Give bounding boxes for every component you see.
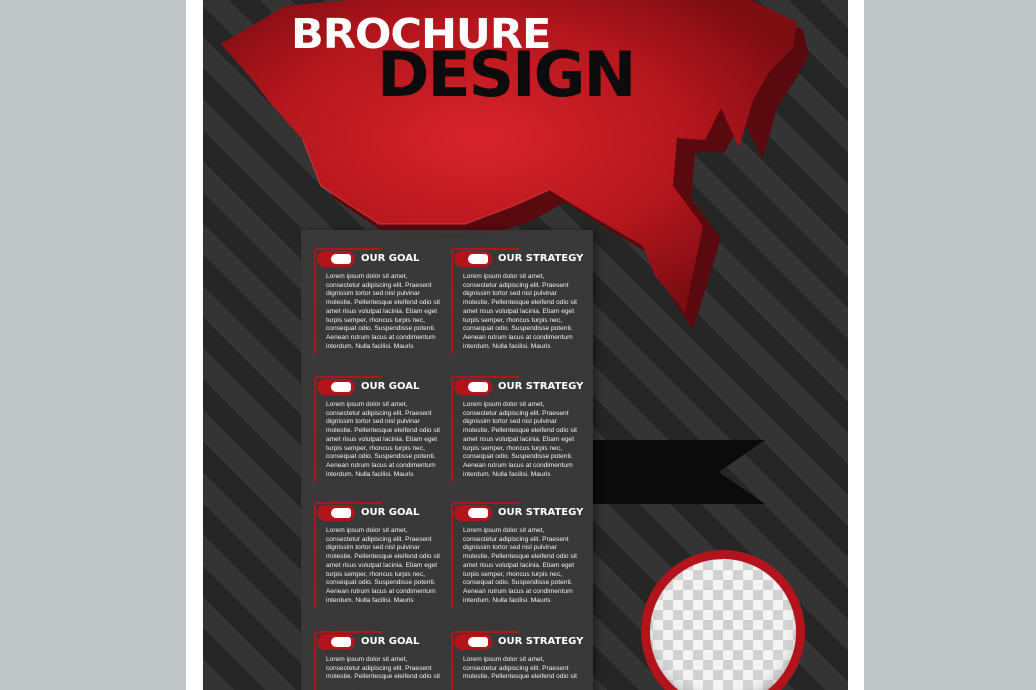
teardrop-bullet-icon xyxy=(454,251,492,267)
card-text-line: turpis semper, rhoncus turpis nec, xyxy=(326,570,425,578)
teardrop-bullet-icon xyxy=(317,634,355,650)
card-body-text xyxy=(326,527,452,605)
teardrop-bullet-icon xyxy=(317,379,355,395)
card-text-line: turpis semper, rhoncus turpis nec, xyxy=(463,444,562,452)
card-heading: OUR GOAL xyxy=(361,636,420,647)
card-text-line: amet risus volutpat lacinia. Etiam eget xyxy=(326,561,438,569)
card-text-line: consectetur adipiscing elit. Praesent xyxy=(326,409,432,417)
card-text-line: amet risus volutpat lacinia. Etiam eget xyxy=(463,561,575,569)
card-heading: OUR STRATEGY xyxy=(498,636,584,647)
card-text-line: molestie. Pellentesque eleifend odio sit xyxy=(463,299,577,307)
card-text-line: Lorem ipsum dolor sit amet, xyxy=(326,273,408,280)
card-text-line: Aenean rutrum lacus at condimentum xyxy=(463,333,573,341)
card-text-line: molestie. Pellentesque eleifend odio sit xyxy=(326,427,440,435)
card-text-line: consectetur adipiscing elit. Praesent xyxy=(463,281,569,289)
card-text-line: Aenean rutrum lacus at condimentum xyxy=(326,461,436,469)
card-text-line: consectetur adipiscing elit. Praesent xyxy=(326,535,432,543)
info-card xyxy=(314,631,444,690)
info-card xyxy=(314,376,444,484)
card-text-line: turpis semper, rhoncus turpis nec, xyxy=(463,570,562,578)
card-text-line: Lorem ipsum dolor sit amet, xyxy=(463,527,545,534)
card-text-line: dignissim tortor sed nisl pulvinar xyxy=(463,418,557,426)
card-text-line: Lorem ipsum dolor sit amet, xyxy=(463,273,545,280)
brochure-poster xyxy=(203,0,848,690)
card-text-line: interdum. Nulla facilisi. Mauris xyxy=(326,596,414,604)
card-text-line: dignissim tortor sed nisl pulvinar xyxy=(326,544,420,552)
card-text-line: dignissim tortor sed nisl pulvinar xyxy=(463,544,557,552)
card-body-text xyxy=(463,656,589,682)
card-text-line: consequat odio. Suspendisse potenti. xyxy=(463,453,573,461)
teardrop-bullet-icon xyxy=(317,505,355,521)
card-text-line: molestie. Pellentesque eleifend odio sit xyxy=(326,299,440,307)
card-text-line: interdum. Nulla facilisi. Mauris xyxy=(326,470,414,478)
info-card xyxy=(451,631,584,690)
card-body-text xyxy=(326,273,452,351)
card-text-line: molestie. Pellentesque eleifend odio sit xyxy=(463,427,577,435)
teardrop-bullet-icon xyxy=(454,379,492,395)
teardrop-bullet-icon xyxy=(454,634,492,650)
title-brochure: BROCHURE xyxy=(291,10,551,58)
card-heading: OUR STRATEGY xyxy=(498,381,584,392)
info-card xyxy=(451,248,584,356)
card-text-line: consequat odio. Suspendisse potenti. xyxy=(326,453,436,461)
card-body-text xyxy=(463,527,589,605)
card-heading: OUR GOAL xyxy=(361,253,420,264)
card-heading: OUR GOAL xyxy=(361,507,420,518)
card-text-line: turpis semper, rhoncus turpis nec, xyxy=(326,444,425,452)
card-text-line: molestie. Pellentesque eleifend odio sit xyxy=(463,673,577,681)
teardrop-bullet-icon xyxy=(454,505,492,521)
card-text-line: Aenean rutrum lacus at condimentum xyxy=(463,461,573,469)
info-card xyxy=(314,248,444,356)
info-card xyxy=(451,502,584,610)
card-text-line: turpis semper, rhoncus turpis nec, xyxy=(326,316,425,324)
card-text-line: Lorem ipsum dolor sit amet, xyxy=(326,527,408,534)
card-heading: OUR GOAL xyxy=(361,381,420,392)
card-text-line: consectetur adipiscing elit. Praesent xyxy=(463,409,569,417)
card-text-line: amet risus volutpat lacinia. Etiam eget xyxy=(463,435,575,443)
card-text-line: molestie. Pellentesque eleifend odio sit xyxy=(463,553,577,561)
card-body-text xyxy=(463,273,589,351)
card-text-line: Lorem ipsum dolor sit amet, xyxy=(326,656,408,663)
teardrop-bullet-icon xyxy=(317,251,355,267)
card-text-line: dignissim tortor sed nisl pulvinar xyxy=(463,290,557,298)
card-text-line: interdum. Nulla facilisi. Mauris xyxy=(463,470,551,478)
card-text-line: Aenean rutrum lacus at condimentum xyxy=(326,587,436,595)
card-text-line: interdum. Nulla facilisi. Mauris xyxy=(463,342,551,350)
card-body-text xyxy=(463,401,589,479)
card-text-line: consectetur adipiscing elit. Praesent xyxy=(463,535,569,543)
card-text-line: consectetur adipiscing elit. Praesent xyxy=(326,664,432,672)
card-text-line: interdum. Nulla facilisi. Mauris xyxy=(326,342,414,350)
title-design: DESIGN xyxy=(377,38,635,111)
card-text-line: dignissim tortor sed nisl pulvinar xyxy=(326,418,420,426)
card-text-line: Aenean rutrum lacus at condimentum xyxy=(463,587,573,595)
info-card xyxy=(314,502,444,610)
card-text-line: consequat odio. Suspendisse potenti. xyxy=(463,325,573,333)
card-text-line: turpis semper, rhoncus turpis nec, xyxy=(463,316,562,324)
card-text-line: amet risus volutpat lacinia. Etiam eget xyxy=(463,307,575,315)
card-text-line: consequat odio. Suspendisse potenti. xyxy=(326,325,436,333)
card-text-line: consectetur adipiscing elit. Praesent xyxy=(326,281,432,289)
info-card xyxy=(451,376,584,484)
card-text-line: Lorem ipsum dolor sit amet, xyxy=(463,656,545,663)
card-text-line: consectetur adipiscing elit. Praesent xyxy=(463,664,569,672)
card-body-text xyxy=(326,401,452,479)
card-text-line: consequat odio. Suspendisse potenti. xyxy=(326,579,436,587)
card-text-line: amet risus volutpat lacinia. Etiam eget xyxy=(326,307,438,315)
card-text-line: interdum. Nulla facilisi. Mauris xyxy=(463,596,551,604)
card-text-line: molestie. Pellentesque eleifend odio sit xyxy=(326,673,440,681)
card-heading: OUR STRATEGY xyxy=(498,253,584,264)
card-text-line: consequat odio. Suspendisse potenti. xyxy=(463,579,573,587)
card-text-line: Lorem ipsum dolor sit amet, xyxy=(463,401,545,408)
card-text-line: Aenean rutrum lacus at condimentum xyxy=(326,333,436,341)
card-text-line: amet risus volutpat lacinia. Etiam eget xyxy=(326,435,438,443)
card-heading: OUR STRATEGY xyxy=(498,507,584,518)
card-text-line: Lorem ipsum dolor sit amet, xyxy=(326,401,408,408)
card-text-line: molestie. Pellentesque eleifend odio sit xyxy=(326,553,440,561)
black-ribbon xyxy=(593,440,765,504)
card-text-line: dignissim tortor sed nisl pulvinar xyxy=(326,290,420,298)
card-body-text xyxy=(326,656,452,682)
